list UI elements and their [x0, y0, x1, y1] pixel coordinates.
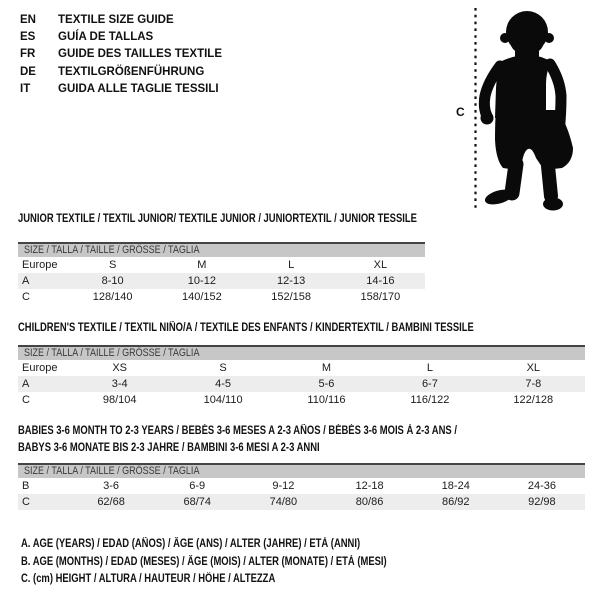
- table-cell: 92/98: [528, 496, 556, 508]
- table-cell: 6-9: [189, 480, 206, 492]
- table-cell: 9-12: [272, 480, 295, 492]
- row-label: Europe: [22, 259, 58, 271]
- table-cell: L: [288, 259, 295, 271]
- section-title-line2: [18, 440, 585, 457]
- table-cell: M: [321, 362, 332, 374]
- table-cell: 86/92: [441, 496, 470, 508]
- table-cell: 110/116: [307, 394, 346, 406]
- table-cell: 152/158: [271, 291, 311, 303]
- language-row: [20, 46, 222, 63]
- size-header-bar: [18, 345, 585, 360]
- language-title: TEXTILE SIZE GUIDE: [58, 14, 174, 26]
- table-cell: 5-6: [318, 378, 335, 390]
- language-row: [20, 29, 222, 46]
- measurement-legend: [21, 536, 467, 589]
- language-code: ES: [20, 31, 36, 44]
- table-cell: 128/140: [92, 291, 133, 303]
- section-title-text: CHILDREN'S TEXTILE / TEXTIL NIÑO/A / TEXTILE DES ENFANTS / KINDERTEXTIL / BAMBINI TESSILE: [18, 322, 474, 334]
- table-row: [18, 273, 425, 289]
- language-code: IT: [20, 82, 31, 95]
- baby-silhouette-shape: [481, 11, 574, 211]
- baby-silhouette: [440, 0, 600, 220]
- table-cell: 18-24: [441, 480, 470, 492]
- baby-figure: [440, 0, 600, 220]
- section-title-text: JUNIOR TEXTILE / TEXTIL JUNIOR/ TEXTILE JUNIOR / JUNIORTEXTIL / JUNIOR TESSILE: [18, 213, 417, 225]
- table-row: [18, 376, 585, 392]
- table-cell: 24-36: [527, 480, 556, 492]
- table-cell: 8-10: [101, 275, 124, 287]
- row-label: A: [22, 275, 30, 287]
- language-title: GUIDE DES TAILLES TEXTILE: [58, 48, 222, 61]
- table-cell: M: [197, 259, 207, 271]
- table-row: [18, 494, 585, 510]
- table-row: [18, 360, 585, 376]
- table-cell: 6-7: [421, 378, 438, 390]
- table-cell: XL: [373, 259, 388, 271]
- table-cell: S: [108, 259, 117, 271]
- section-title: [18, 423, 585, 440]
- legend-line-b: [21, 554, 467, 572]
- table-cell: 122/128: [513, 394, 554, 406]
- size-header-label: SIZE / TALLA / TAILLE / GRÖSSE / TAGLIA: [24, 465, 200, 477]
- language-code: EN: [20, 14, 36, 26]
- language-title: GUÍA DE TALLAS: [58, 31, 154, 44]
- size-header-label: SIZE / TALLA / TAILLE / GRÖSSE / TAGLIA: [24, 244, 200, 256]
- table-cell: 10-12: [187, 275, 216, 287]
- legend-line-c: [21, 571, 467, 589]
- babies-textile-section: [18, 423, 585, 510]
- section-title-text: BABYS 3-6 MONATE BIS 2-3 JAHRE / BAMBINI 3-6 MESI A 2-3 ANNI: [18, 442, 320, 454]
- table-row: [18, 289, 425, 305]
- legend-line-a: [21, 536, 467, 554]
- childrens-textile-section: [18, 321, 585, 408]
- table-cell: 74/80: [269, 496, 298, 508]
- language-row: [20, 12, 222, 29]
- table-cell: 3-6: [103, 480, 120, 492]
- table-cell: 68/74: [183, 496, 211, 508]
- table-cell: 4-5: [215, 378, 232, 390]
- table-cell: 12-13: [277, 275, 306, 287]
- table-cell: 3-4: [111, 378, 128, 390]
- row-label: C: [22, 496, 30, 508]
- table-cell: XL: [526, 362, 541, 374]
- babies-size-table: [18, 463, 585, 510]
- legend-text: A. AGE (YEARS) / EDAD (AÑOS) / ÂGE (ANS) / ALTER (JAHRE) / ETÀ (ANNI): [21, 538, 361, 550]
- language-row: [20, 64, 222, 81]
- table-cell: 80/86: [355, 496, 384, 508]
- size-header-bar: [18, 463, 585, 478]
- language-title: GUIDA ALLE TAGLIE TESSILI: [58, 82, 219, 95]
- language-title-list: [20, 12, 222, 98]
- table-cell: 12-18: [355, 480, 384, 492]
- table-cell: 116/122: [410, 394, 450, 406]
- language-code: FR: [20, 48, 36, 61]
- table-row: [18, 478, 585, 494]
- table-cell: 98/104: [102, 394, 137, 406]
- table-row: [18, 257, 425, 273]
- language-code: DE: [20, 65, 36, 78]
- size-header-bar: [18, 242, 425, 257]
- row-label: C: [22, 394, 30, 406]
- section-title: [18, 321, 585, 335]
- junior-size-table: [18, 242, 425, 305]
- table-cell: 104/110: [203, 394, 243, 406]
- row-label: C: [22, 291, 30, 303]
- language-title: TEXTILGRÖßENFÜHRUNG: [58, 65, 205, 78]
- junior-textile-section: [18, 212, 425, 305]
- table-cell: L: [426, 362, 433, 374]
- height-label: C: [456, 105, 465, 119]
- table-row: [18, 392, 585, 408]
- section-title: [18, 212, 425, 226]
- table-cell: XS: [112, 362, 128, 374]
- language-row: [20, 81, 222, 98]
- table-cell: 14-16: [366, 275, 395, 287]
- legend-text: C. (cm) HEIGHT / ALTURA / HAUTEUR / HÖHE / ALTEZZA: [21, 573, 276, 585]
- table-cell: 7-8: [525, 378, 542, 390]
- table-cell: 62/68: [97, 496, 125, 508]
- section-title-text: BABIES 3-6 MONTH TO 2-3 YEARS / BEBÉS 3-6 MESES A 2-3 AÑOS / BÉBÉS 3-6 MOIS À 2-3 ANS /: [18, 425, 457, 437]
- table-cell: 140/152: [181, 291, 222, 303]
- legend-text: B. AGE (MONTHS) / EDAD (MESES) / ÂGE (MOIS) / ALTER (MONATE) / ETÀ (MESI): [21, 555, 387, 568]
- children-size-table: [18, 345, 585, 408]
- row-label: Europe: [22, 362, 58, 374]
- row-label: B: [22, 480, 30, 492]
- table-cell: 158/170: [360, 291, 401, 303]
- table-cell: S: [219, 362, 227, 374]
- size-header-label: SIZE / TALLA / TAILLE / GRÖSSE / TAGLIA: [24, 347, 200, 359]
- row-label: A: [22, 378, 30, 390]
